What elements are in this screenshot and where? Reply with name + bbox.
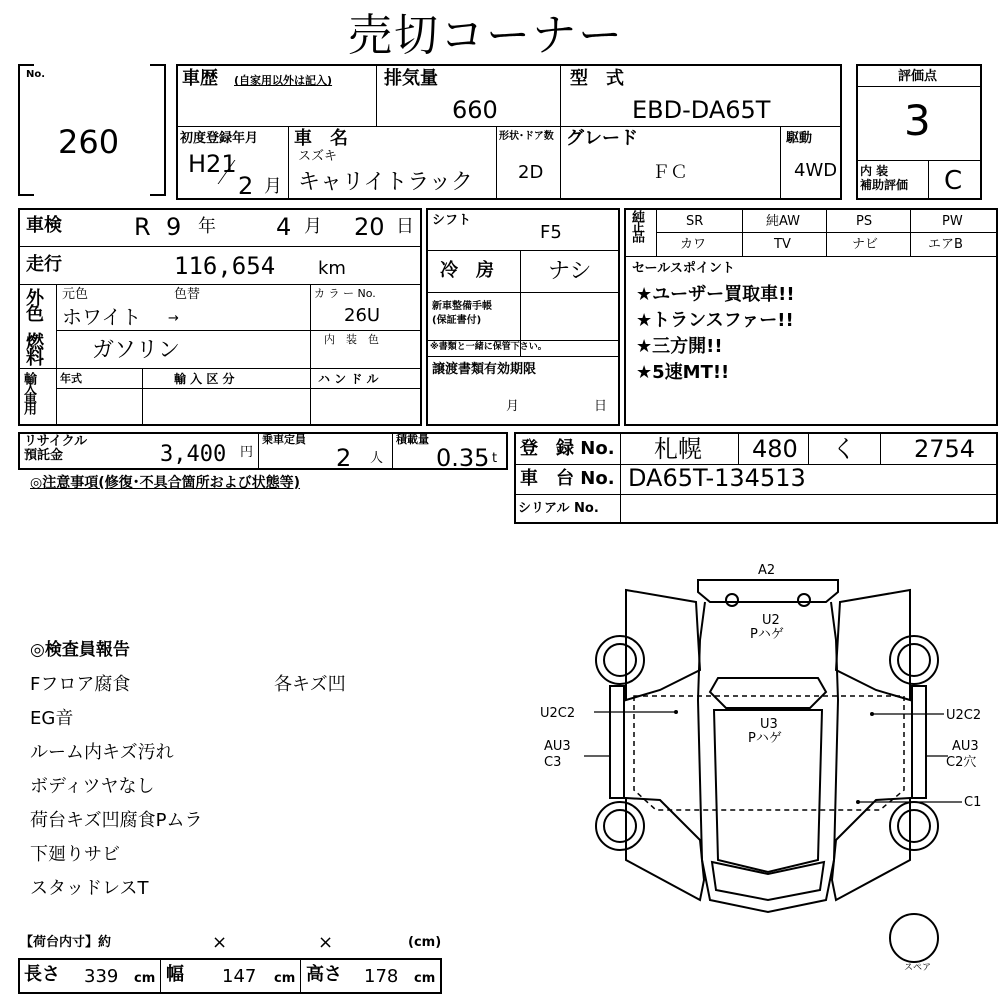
score-label: 評価点 bbox=[898, 69, 938, 84]
windshield bbox=[712, 862, 824, 900]
cargo-width-cm: cm bbox=[274, 971, 296, 986]
equipment-sr: SR bbox=[686, 214, 704, 229]
left-side-strip bbox=[610, 686, 624, 798]
front-fender-right bbox=[832, 798, 910, 900]
first-reg-label: 初度登録年月 bbox=[180, 131, 259, 146]
recycle-value: 3,400 bbox=[160, 442, 227, 467]
recycle-label: リサイクル 預託金 bbox=[24, 434, 88, 464]
equipment-pw: PW bbox=[942, 214, 963, 229]
shift-value: F5 bbox=[540, 222, 562, 243]
mileage-value: 116,654 bbox=[174, 252, 276, 280]
aircon-label: 冷 房 bbox=[440, 260, 494, 281]
import-handle-label: ハ ン ド ル bbox=[318, 372, 379, 386]
car-name: キャリイトラック bbox=[298, 170, 473, 195]
inspection-day-unit: 日 bbox=[396, 216, 414, 237]
cargo-height: 178 bbox=[364, 966, 399, 987]
label-u2-note: Pハゲ bbox=[750, 627, 784, 642]
front-fender-left bbox=[626, 798, 704, 900]
chassis-label: 車 台 No. bbox=[520, 468, 615, 489]
lot-number: 260 bbox=[58, 123, 120, 161]
displacement-value: 660 bbox=[452, 96, 498, 124]
inspection-era: R bbox=[134, 213, 151, 241]
color-no-value: 26U bbox=[344, 305, 381, 326]
label-right-c2: C2穴 bbox=[946, 755, 977, 770]
equipment-ps: PS bbox=[856, 214, 873, 229]
cargo-length: 339 bbox=[84, 966, 119, 987]
label-right-c1: C1 bbox=[964, 795, 982, 810]
cargo-x2: × bbox=[318, 932, 334, 953]
recycle-unit: 円 bbox=[240, 445, 254, 460]
history-note: (自家用以外は記入) bbox=[234, 74, 333, 87]
registration-class: 480 bbox=[752, 435, 798, 463]
doors-label: 形状･ドア数 bbox=[499, 131, 554, 142]
cargo-length-cm: cm bbox=[134, 971, 156, 986]
load-label: 積載量 bbox=[396, 433, 429, 446]
fuel-label: 燃料 bbox=[23, 332, 44, 364]
model-label: 型 式 bbox=[570, 68, 624, 89]
inspector-line-4: ルーム内キズ汚れ bbox=[30, 742, 174, 763]
inspection-year-unit: 年 bbox=[198, 216, 216, 237]
transfer-day: 日 bbox=[594, 399, 608, 414]
label-left-u2c2: U2C2 bbox=[540, 706, 576, 721]
interior-label: 内 装 補助評価 bbox=[860, 164, 909, 193]
label-left-c3: C3 bbox=[544, 755, 562, 770]
body-outline bbox=[698, 602, 838, 912]
cargo-length-label: 長さ bbox=[24, 964, 60, 985]
right-side-strip bbox=[912, 686, 926, 798]
wheel-front-right-hub bbox=[898, 810, 930, 842]
displacement-label: 排気量 bbox=[384, 68, 438, 89]
transfer-month: 月 bbox=[506, 399, 520, 414]
equipment-tv: TV bbox=[774, 237, 791, 252]
wheel-rear-right-hub bbox=[898, 644, 930, 676]
cab-window bbox=[710, 678, 826, 708]
equipment-leather: カワ bbox=[680, 237, 707, 252]
maintenance-note: ※書類と一緒に保管下さい。 bbox=[430, 342, 547, 352]
vehicle-damage-diagram bbox=[530, 560, 1000, 980]
score-value: 3 bbox=[904, 96, 931, 145]
cargo-title: 【荷台内寸】約 bbox=[20, 935, 112, 950]
grade-value: ＦＣ bbox=[652, 162, 688, 183]
label-left-au3: AU3 bbox=[544, 739, 571, 754]
inspection-day: 20 bbox=[354, 213, 385, 241]
mileage-unit: km bbox=[318, 258, 346, 279]
sales-point-2: ★トランスファー!! bbox=[636, 310, 794, 331]
cargo-height-label: 高さ bbox=[306, 964, 342, 985]
registration-city: 札幌 bbox=[654, 435, 702, 463]
car-maker: スズキ bbox=[298, 149, 338, 164]
mileage-label: 走行 bbox=[26, 254, 62, 275]
inspector-line-3: EG音 bbox=[30, 708, 74, 729]
load-unit: t bbox=[492, 451, 498, 466]
inspection-month: 4 bbox=[276, 213, 292, 241]
inspection-label: 車検 bbox=[26, 215, 62, 236]
page-title: 売切コーナー bbox=[348, 10, 624, 61]
doors-value: 2D bbox=[518, 162, 544, 183]
caution-label: ◎注意事項(修復･不具合箇所および状態等) bbox=[30, 475, 301, 491]
sales-point-4: ★5速MT!! bbox=[636, 362, 730, 383]
equipment-label: 純正品 bbox=[629, 210, 644, 240]
color-no-label: カ ラ ー No. bbox=[314, 287, 376, 300]
load-value: 0.35 bbox=[436, 444, 490, 472]
inspector-title: ◎検査員報告 bbox=[30, 640, 130, 660]
inspection-month-unit: 月 bbox=[304, 216, 322, 237]
chassis-value: DA65T-134513 bbox=[628, 464, 806, 492]
import-type-label: 輸 入 区 分 bbox=[174, 372, 235, 386]
color-arrow: → bbox=[168, 311, 179, 326]
inspector-line-5: ボディツヤなし bbox=[30, 776, 155, 797]
drive-value: 4WD bbox=[794, 160, 838, 181]
rear-light-left bbox=[726, 594, 738, 606]
registration-kana: く bbox=[832, 435, 856, 463]
sales-point-1: ★ユーザー買取車!! bbox=[636, 284, 795, 305]
spare-tire bbox=[890, 914, 938, 962]
first-reg-year: H21 bbox=[188, 150, 237, 178]
registration-label: 登 録 No. bbox=[520, 438, 615, 459]
cargo-width: 147 bbox=[222, 966, 257, 987]
sales-points-label: セールスポイント bbox=[632, 261, 735, 276]
lot-box bbox=[18, 64, 166, 196]
equipment-aw: 純AW bbox=[766, 214, 801, 229]
interior-value: C bbox=[944, 166, 963, 196]
fuel-value: ガソリン bbox=[92, 338, 181, 363]
capacity-unit: 人 bbox=[370, 451, 384, 466]
label-right-u2c2: U2C2 bbox=[946, 708, 982, 723]
grade-label: グレード bbox=[566, 128, 638, 149]
shift-label: シフト bbox=[432, 213, 472, 228]
inspector-line-1: Fフロア腐食 bbox=[30, 674, 131, 695]
right-rear-panel bbox=[836, 590, 910, 700]
inspector-line-7: 下廻りサビ bbox=[30, 844, 120, 865]
registration-number: 2754 bbox=[914, 435, 976, 463]
inspection-year: 9 bbox=[166, 213, 182, 241]
cargo-unit: (cm) bbox=[408, 935, 442, 950]
rear-light-right bbox=[798, 594, 810, 606]
serial-label: シリアル No. bbox=[518, 501, 599, 516]
first-reg-month-unit: 月 bbox=[264, 176, 282, 197]
car-name-label: 車 名 bbox=[294, 128, 348, 149]
wheel-front-left-hub bbox=[604, 810, 636, 842]
inspector-line-8: スタッドレスT bbox=[30, 878, 149, 899]
lot-no-label: No. bbox=[26, 69, 46, 80]
sales-point-3: ★三方開!! bbox=[636, 336, 723, 357]
left-rear-panel bbox=[626, 590, 700, 700]
history-label: 車歴 bbox=[182, 68, 218, 89]
equipment-airbag: エアB bbox=[928, 237, 963, 252]
import-side-label: 輸入車用 bbox=[21, 372, 36, 412]
wheel-rear-left-hub bbox=[604, 644, 636, 676]
color-change-label: 色替 bbox=[174, 287, 201, 302]
equipment-navi: ナビ bbox=[852, 237, 879, 252]
model-value: EBD-DA65T bbox=[632, 96, 771, 124]
aircon-value: ナシ bbox=[548, 259, 592, 284]
cargo-x1: × bbox=[212, 932, 228, 953]
interior-color-label: 内 装 色 bbox=[324, 333, 379, 346]
label-u3-note: Pハゲ bbox=[748, 731, 782, 746]
transfer-label: 譲渡書類有効期限 bbox=[432, 362, 537, 377]
color-side-label: 外色 bbox=[23, 288, 44, 320]
inspector-line-6: 荷台キズ凹腐食Pムラ bbox=[30, 810, 203, 831]
capacity-label: 乗車定員 bbox=[262, 433, 306, 446]
maintenance-label: 新車整備手帳 (保証書付) bbox=[432, 301, 492, 326]
capacity-value: 2 bbox=[336, 444, 352, 472]
label-a2: A2 bbox=[758, 563, 776, 578]
color-value: ホワイト bbox=[62, 305, 142, 329]
cargo-height-cm: cm bbox=[414, 971, 436, 986]
rear-bumper bbox=[698, 580, 838, 602]
first-reg-month: 2 bbox=[238, 172, 254, 200]
label-spare: スペア bbox=[904, 963, 932, 973]
drive-label: 駆動 bbox=[786, 131, 813, 146]
inspector-line-2: 各キズ凹 bbox=[274, 674, 346, 695]
cargo-width-label: 幅 bbox=[166, 964, 184, 985]
import-year-label: 年式 bbox=[60, 372, 82, 385]
label-right-au3: AU3 bbox=[952, 739, 979, 754]
label-u3: U3 bbox=[760, 717, 778, 732]
color-orig-label: 元色 bbox=[62, 287, 89, 302]
label-u2: U2 bbox=[762, 613, 780, 628]
